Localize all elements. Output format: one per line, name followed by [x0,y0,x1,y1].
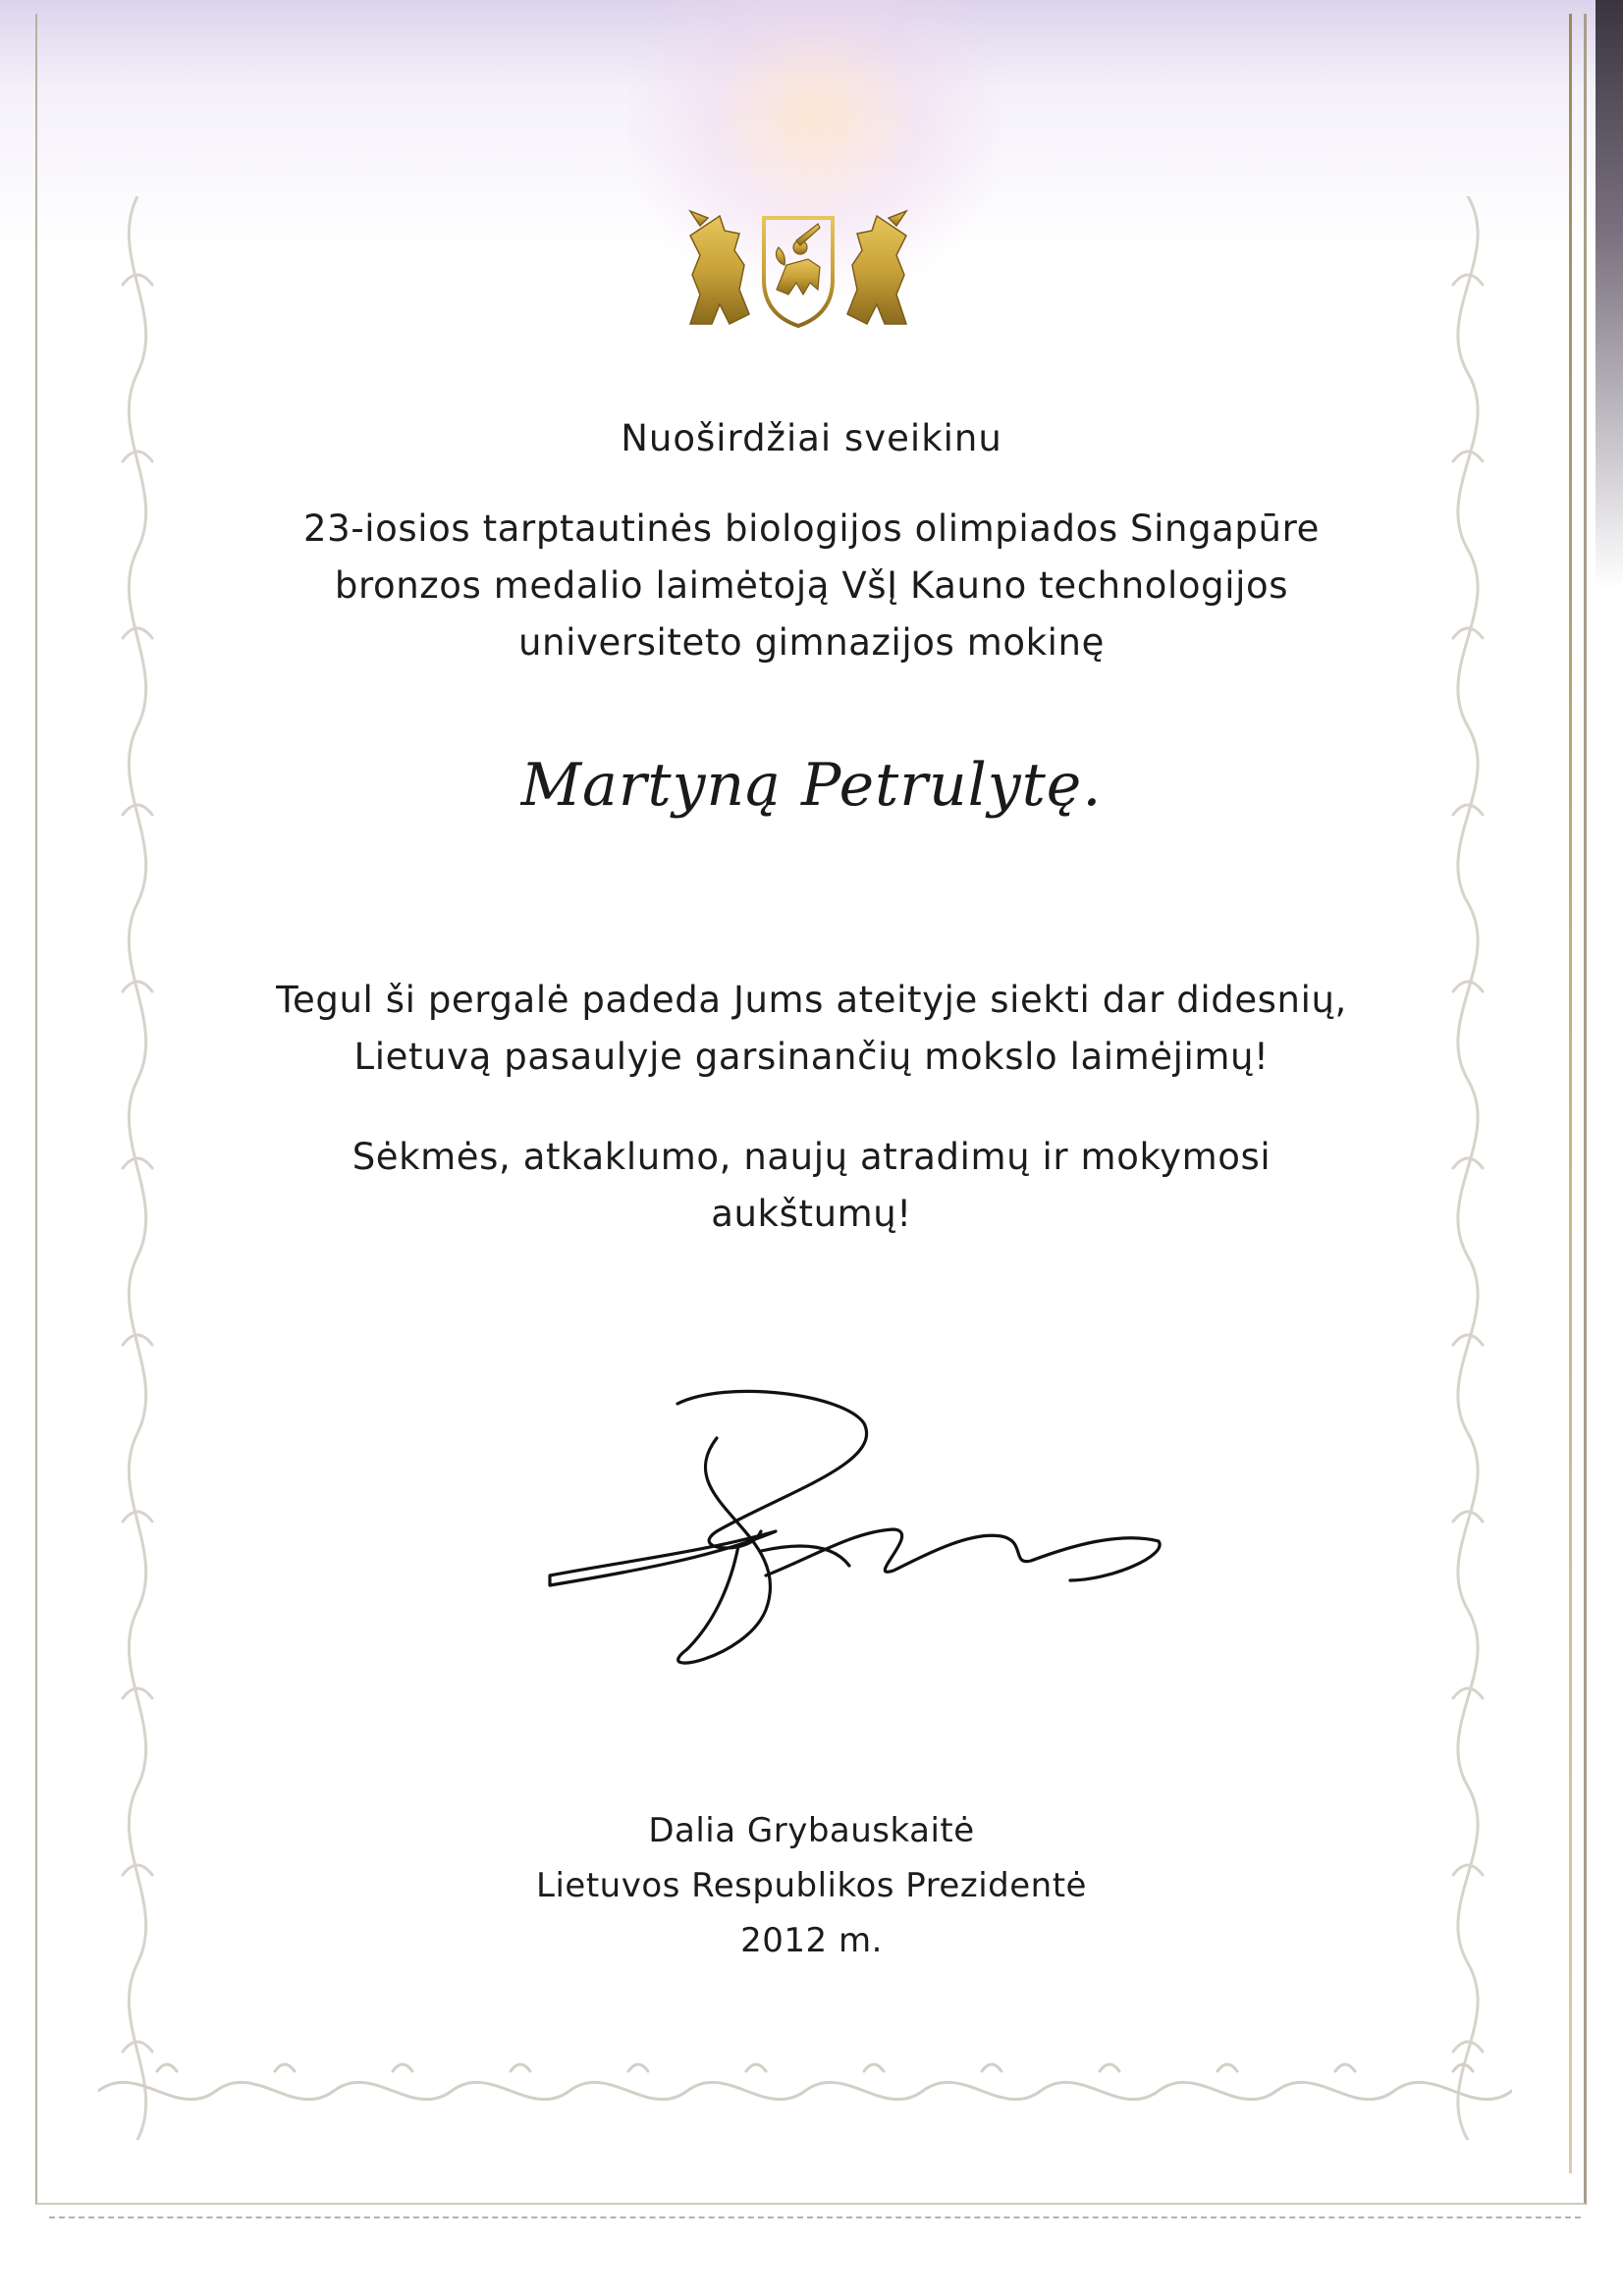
signatory-block [0,1803,1623,1968]
intro-line: universiteto gimnazijos mokinę [518,621,1105,664]
intro-line: bronzos medalio laimėtoją VšĮ Kauno technologijos [334,564,1289,607]
wish-line: Tegul ši pergalė padeda Jums ateityje siekti dar didesnių, [276,979,1347,1021]
recipient-name: Martyną Petrulytę. [520,751,1103,820]
intro-line: 23-iosios tarptautinės biologijos olimpiados Singapūre [303,507,1320,550]
signatory-name: Dalia Grybauskaitė [648,1811,975,1850]
intro-paragraph [0,501,1623,671]
document-date: 2012 m. [740,1921,883,1960]
wish-line: Lietuvą pasaulyje garsinančių mokslo laimėjimų! [353,1036,1270,1078]
closing-line: aukštumų! [711,1193,912,1235]
wish-paragraph [0,972,1623,1086]
card-bottom-edge [49,2216,1581,2218]
closing-line: Sėkmės, atkaklumo, naujų atradimų ir mokymosi [352,1136,1271,1178]
coat-of-arms-icon [671,196,926,334]
closing-paragraph [0,1129,1623,1243]
signatory-title: Lietuvos Respublikos Prezidentė [536,1866,1087,1905]
greeting: Nuoširdžiai sveikinu [621,417,1002,459]
handwritten-signature [520,1384,1188,1718]
